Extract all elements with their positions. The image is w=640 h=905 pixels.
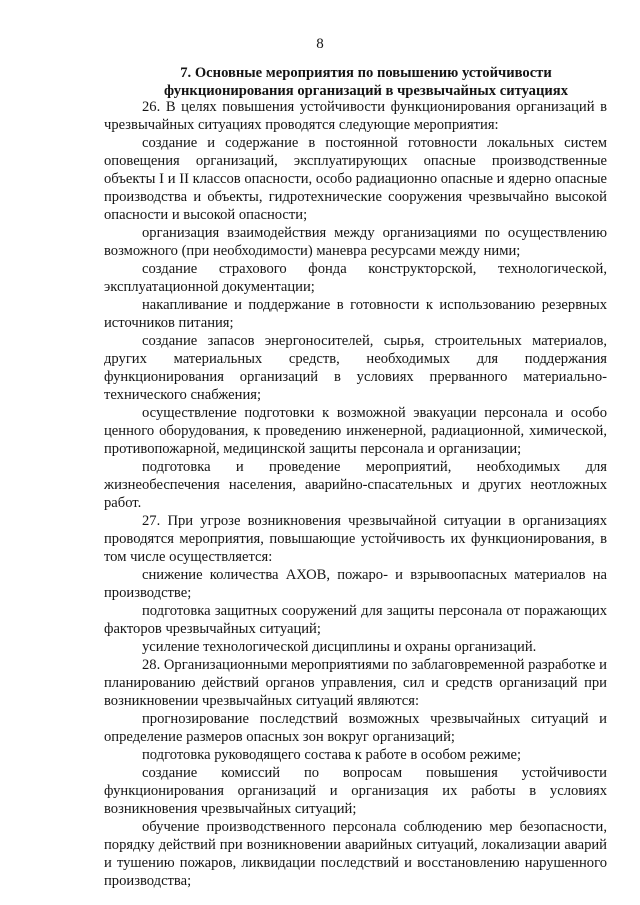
paragraph-power-sources: накапливание и поддержание в готовности к использованию резервных источников питания; [104, 297, 607, 331]
paragraph-26-intro: 26. В целях повышения устойчивости функционирования организаций в чрезвычайных ситуациях проводятся следующие мероприятия: [104, 99, 607, 133]
paragraph-insurance-fund: создание страхового фонда конструкторской, технологической, эксплуатационной документации; [104, 261, 607, 295]
paragraph-interaction: организация взаимодействия между организациями по осуществлению возможного (при необходимости) маневра ресурсами между ними; [104, 225, 607, 259]
paragraph-discipline: усиление технологической дисциплины и охраны организаций. [142, 639, 537, 655]
paragraph-shelters: подготовка защитных сооружений для защиты персонала от поражающих факторов чрезвычайных ситуаций; [104, 603, 607, 637]
document-body [104, 98, 607, 890]
paragraph-27-intro: 27. При угрозе возникновения чрезвычайной ситуации в организациях проводятся мероприятия, повышающие устойчивость их функционирования, в том числе осуществляется: [104, 513, 607, 565]
paragraph-stockpiles: создание запасов энергоносителей, сырья, строительных материалов, других материальных средств, необходимых для поддержания функционирования организаций в условиях прерванного материально-технического снабжения; [104, 333, 607, 403]
paragraph-management-training: подготовка руководящего состава к работе в особом режиме; [142, 747, 522, 763]
paragraph-commissions: создание комиссий по вопросам повышения устойчивости функционирования организаций и организация их работы в условиях возникновения чрезвычайных ситуаций; [104, 765, 607, 817]
paragraph-28-intro: 28. Организационными мероприятиями по заблаговременной разработке и планированию действий органов управления, сил и средств организаций при возникновении чрезвычайных ситуаций являются: [104, 657, 607, 709]
paragraph-warning-systems: создание и содержание в постоянной готовности локальных систем оповещения организаций, эксплуатирующих опасные производственные объекты I и II классов опасности, особо радиационно опасные и ядерно опасные производства и объекты, гидротехнические сооружения чрезвычайно высокой опасности и высокой опасности; [104, 135, 607, 223]
paragraph-hazmat-reduction: снижение количества АХОВ, пожаро- и взрывоопасных материалов на производстве; [104, 567, 607, 601]
section-title: 7. Основные мероприятия по повышению устойчивости функционирования организаций в чрезвычайных ситуациях [163, 65, 568, 99]
paragraph-staff-training: обучение производственного персонала соблюдению мер безопасности, порядку действий при возникновении аварийных ситуаций, локализации аварий и тушению пожаров, ликвидации последствий и восстановлению нарушенного производства; [104, 819, 607, 889]
paragraph-forecasting: прогнозирование последствий возможных чрезвычайных ситуаций и определение размеров опасных зон вокруг организаций; [104, 711, 607, 745]
paragraph-evacuation: осуществление подготовки к возможной эвакуации персонала и особо ценного оборудования, к проведению инженерной, радиационной, химической, противопожарной, медицинской защиты персонала и организации; [104, 405, 607, 457]
paragraph-life-support: подготовка и проведение мероприятий, необходимых для жизнеобеспечения населения, аварийно-спасательных и других неотложных работ. [104, 459, 607, 511]
page-number: 8 [316, 36, 324, 52]
